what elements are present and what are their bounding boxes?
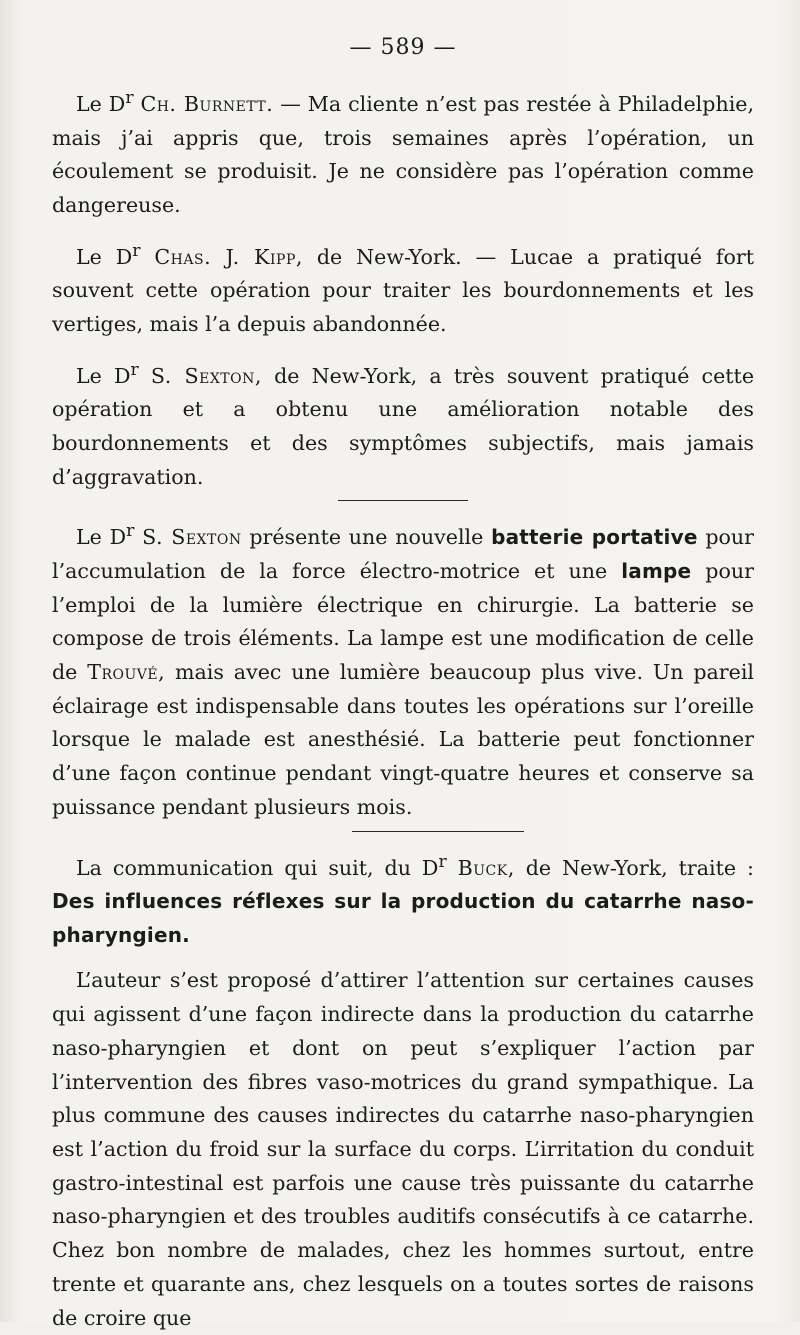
paragraph-text: de New-York, traite : [514, 855, 754, 880]
doctor-title: Le D [76, 363, 131, 388]
paragraph-author: L’auteur s’est proposé d’attirer l’attention sur certaines causes qui agissent d’une façon indirecte dans la production du catarrhe naso-pharyngien et dont on peut s’expliquer l’action par l’intervention des fibres vaso-motrices du grand sympathique. La plus commune des causes indirectes du catarrhe naso-pharyngien est l’action du froid sur la surface du corps. L’irritation du conduit gastro-intestinal est parfois une cause très puissante du catarrhe naso-pharyngien et des troubles auditifs consécutifs à ce catarrhe. Chez bon nombre de malades, chez les hommes surtout, entre trente et quarante ans, chez lesquels on a toutes sortes de raisons de croire que [52, 968, 754, 1330]
title-superscript: r [125, 88, 134, 108]
speaker-name: S. Sexton, [150, 363, 262, 388]
section-heading: Des influences réflexes sur la production du catarrhe naso-pharyngien. [52, 889, 754, 947]
paragraph-sexton [52, 354, 754, 495]
doctor-title: Le D [76, 244, 133, 269]
title-superscript: r [130, 359, 139, 380]
page-number: — 589 — [349, 35, 457, 60]
paragraph-text: pour l’emploi de la lumière électrique en chirurgie. La batterie se compose de trois éléments. La lampe est une modification de celle de [52, 558, 754, 684]
paragraph-text: La communication qui suit, du D [76, 855, 439, 880]
doctor-title: Le D [76, 525, 127, 550]
section-divider [352, 831, 524, 832]
paragraph-burnett [52, 82, 754, 223]
speaker-name: Buck, [457, 855, 515, 880]
person-name: Trouvé, [87, 659, 166, 684]
bold-term-battery: batterie portative [491, 525, 698, 550]
paragraph-text: de New-York. — Lucae a pratiqué fort souvent cette opération pour traiter les bourdonnements et les vertiges, mais l’a depuis abandonnée. [52, 244, 755, 336]
paragraph-text: de New-York, a très souvent pratiqué cette opération et a obtenu une amélioration notable des bourdonnements et des symptômes subjectifs, mais jamais d’aggravation. [52, 363, 755, 489]
paragraph-text: — Ma cliente n’est pas restée à Philadelphie, mais j’ai appris que, trois semaines après l’opération, un écoulement se produisit. Je ne considère pas l’opération comme dangereuse. [52, 91, 755, 217]
bold-term-lamp: lampe [621, 558, 692, 583]
paragraph-communication [52, 846, 754, 953]
speaker-name: S. Sexton [142, 525, 242, 550]
title-superscript: r [132, 240, 141, 261]
title-superscript: r [438, 851, 447, 872]
paragraph-kipp [52, 235, 754, 342]
speaker-name: Ch. Burnett. [140, 91, 274, 116]
paragraph-text: présente une nouvelle [241, 525, 492, 550]
paragraph-text: mais avec une lumière beaucoup plus vive. Un pareil éclairage est indispensable dans toutes les opérations sur l’oreille lorsque le malade est anesthésié. La batterie peut fonctionner d’une façon continue pendant vingt-quatre heures et conserve sa puissance pendant plusieurs mois. [52, 659, 754, 819]
title-superscript: r [126, 521, 135, 542]
paragraph-text: pour l’accumulation de la force électro-motrice et une [52, 525, 755, 583]
doctor-title: Le D [76, 91, 126, 116]
speaker-name: Chas. J. Kipp, [154, 244, 303, 269]
paragraph-battery [52, 515, 754, 824]
section-divider [338, 500, 468, 501]
